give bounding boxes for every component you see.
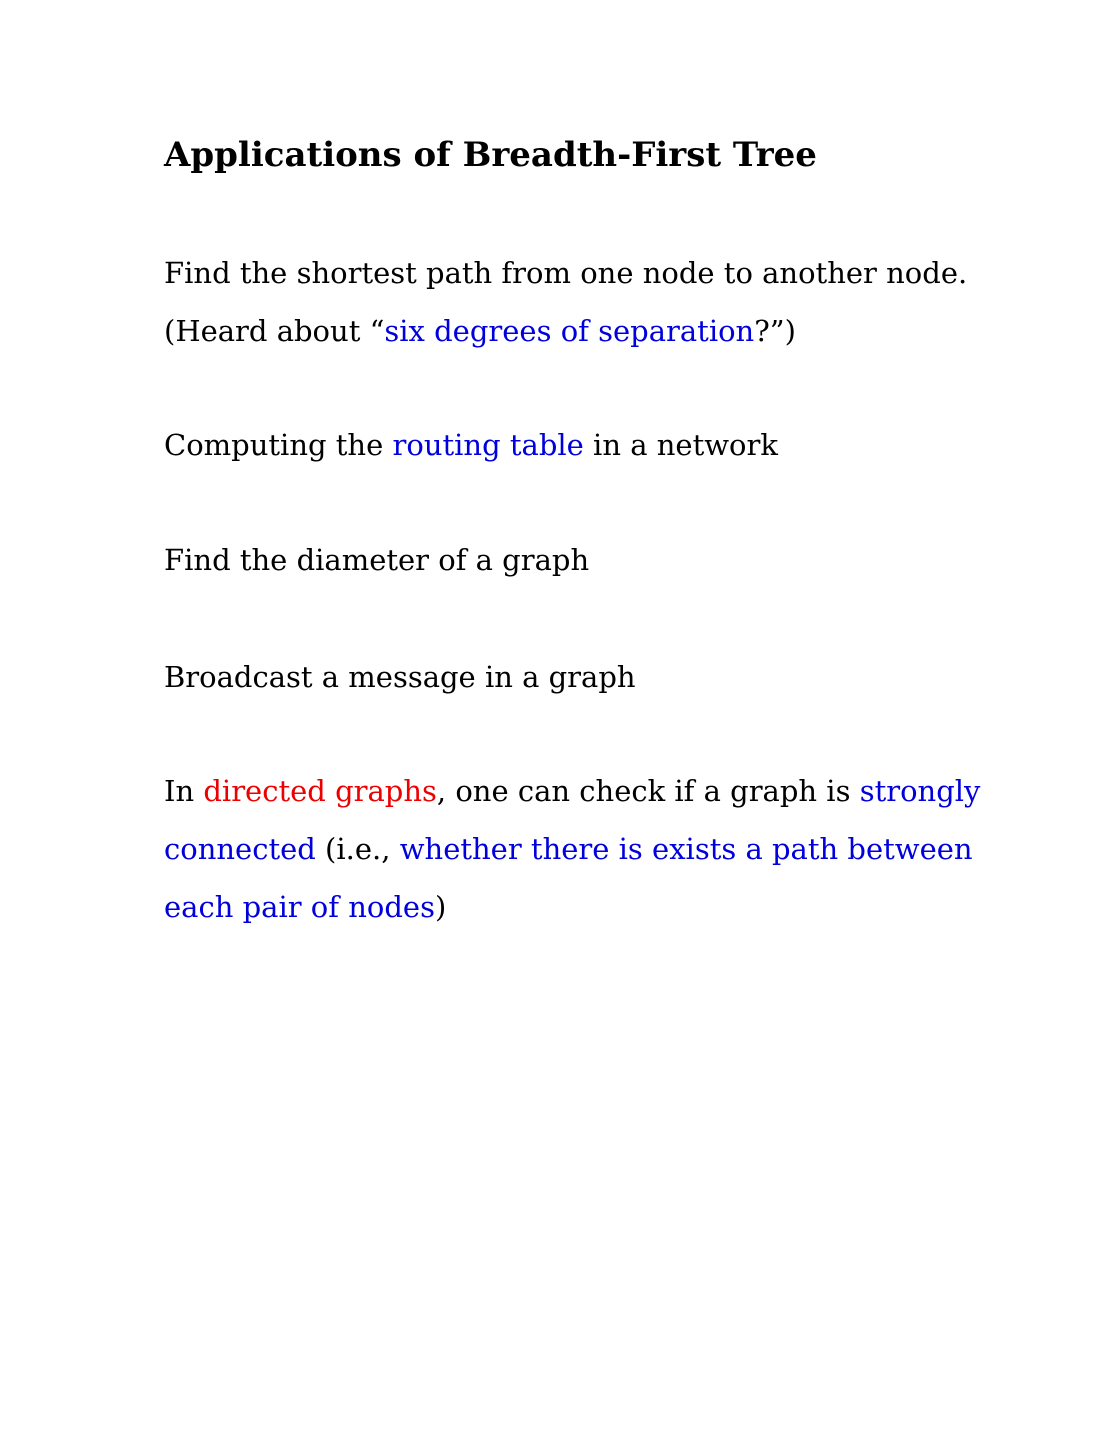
six-degrees-suffix: ?”) xyxy=(754,314,796,348)
page-title: Applications of Breadth-First Tree xyxy=(164,135,817,175)
check-text: , one can check if a graph is xyxy=(436,774,860,808)
shortest-path-text: Find the shortest path from one node to another node. xyxy=(164,256,968,290)
routing-table-highlight: routing table xyxy=(392,428,584,462)
path-definition-highlight: whether there is exists a path between each pair of nodes xyxy=(164,832,973,924)
strongly-connected-highlight: strongly connected xyxy=(164,774,981,866)
directed-prefix: In xyxy=(164,774,204,808)
bullet-strongly-connected xyxy=(164,762,1004,936)
routing-suffix: in a network xyxy=(583,428,778,462)
directed-graphs-highlight: directed graphs xyxy=(203,774,437,808)
bullet-shortest-path xyxy=(164,244,1004,360)
diameter-text: Find the diameter of a graph xyxy=(164,543,590,577)
bullet-routing-table xyxy=(164,416,1004,474)
six-degrees-highlight: six degrees of separation xyxy=(384,314,755,348)
closing-paren: ) xyxy=(434,890,447,924)
bullet-broadcast xyxy=(164,648,1004,706)
ie-text: (i.e., xyxy=(315,832,400,866)
bullet-diameter xyxy=(164,531,1004,589)
six-degrees-prefix: (Heard about “ xyxy=(164,314,385,348)
routing-prefix: Computing the xyxy=(164,428,393,462)
broadcast-text: Broadcast a message in a graph xyxy=(164,660,636,694)
